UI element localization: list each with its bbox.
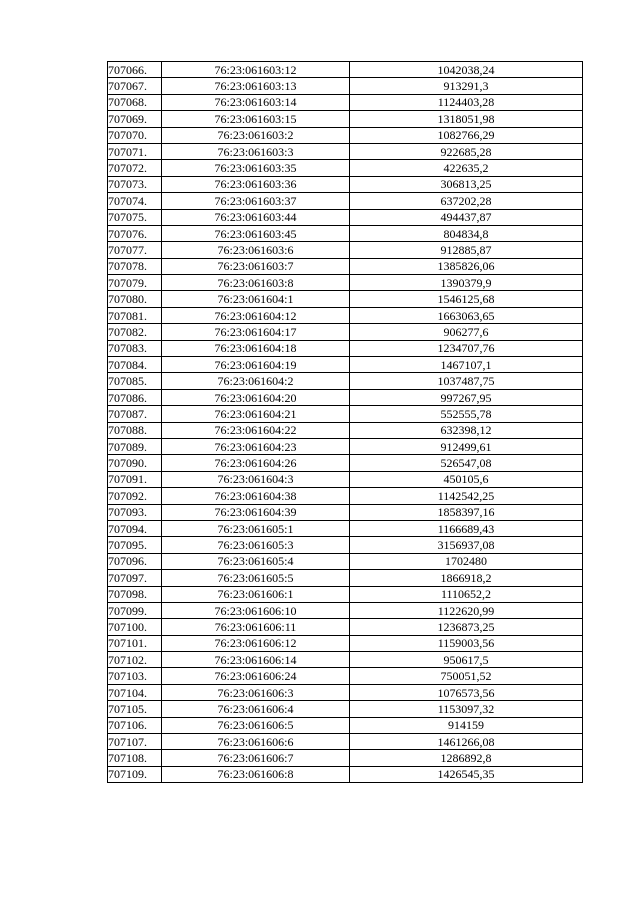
cadastral-value-cell: 1082766,29 xyxy=(350,127,583,143)
row-number-cell: 707086. xyxy=(108,389,162,405)
cadastral-value-cell: 912499,61 xyxy=(350,438,583,454)
table-row xyxy=(108,258,583,274)
table-row xyxy=(108,78,583,94)
table-row xyxy=(108,357,583,373)
cadastral-number-cell: 76:23:061604:17 xyxy=(162,324,350,340)
table-row xyxy=(108,668,583,684)
row-number-cell: 707081. xyxy=(108,307,162,323)
row-number-cell: 707088. xyxy=(108,422,162,438)
cadastral-value-cell: 1042038,24 xyxy=(350,62,583,78)
cadastral-number-cell: 76:23:061604:3 xyxy=(162,471,350,487)
row-number-cell: 707104. xyxy=(108,684,162,700)
row-number-cell: 707068. xyxy=(108,94,162,110)
row-number-cell: 707080. xyxy=(108,291,162,307)
cadastral-number-cell: 76:23:061606:1 xyxy=(162,586,350,602)
row-number-cell: 707071. xyxy=(108,143,162,159)
cadastral-number-cell: 76:23:061603:2 xyxy=(162,127,350,143)
table-row xyxy=(108,193,583,209)
cadastral-value-cell: 306813,25 xyxy=(350,176,583,192)
table-row xyxy=(108,455,583,471)
cadastral-value-cell: 1110652,2 xyxy=(350,586,583,602)
cadastral-value-cell: 1153097,32 xyxy=(350,701,583,717)
row-number-cell: 707066. xyxy=(108,62,162,78)
cadastral-number-cell: 76:23:061606:24 xyxy=(162,668,350,684)
cadastral-value-cell: 450105,6 xyxy=(350,471,583,487)
cadastral-value-cell: 750051,52 xyxy=(350,668,583,684)
cadastral-number-cell: 76:23:061604:21 xyxy=(162,406,350,422)
row-number-cell: 707075. xyxy=(108,209,162,225)
table-row xyxy=(108,471,583,487)
cadastral-value-cell: 922685,28 xyxy=(350,143,583,159)
row-number-cell: 707074. xyxy=(108,193,162,209)
cadastral-number-cell: 76:23:061603:15 xyxy=(162,111,350,127)
cadastral-number-cell: 76:23:061603:36 xyxy=(162,176,350,192)
row-number-cell: 707102. xyxy=(108,652,162,668)
cadastral-number-cell: 76:23:061603:37 xyxy=(162,193,350,209)
cadastral-value-cell: 1122620,99 xyxy=(350,602,583,618)
cadastral-number-cell: 76:23:061603:6 xyxy=(162,242,350,258)
row-number-cell: 707107. xyxy=(108,734,162,750)
row-number-cell: 707090. xyxy=(108,455,162,471)
cadastral-value-cell: 1037487,75 xyxy=(350,373,583,389)
cadastral-value-cell: 1546125,68 xyxy=(350,291,583,307)
cadastral-number-cell: 76:23:061604:39 xyxy=(162,504,350,520)
cadastral-value-cell: 1142542,25 xyxy=(350,488,583,504)
cadastral-number-cell: 76:23:061603:14 xyxy=(162,94,350,110)
cadastral-value-cell: 1318051,98 xyxy=(350,111,583,127)
cadastral-value-cell: 906277,6 xyxy=(350,324,583,340)
cadastral-value-cell: 1390379,9 xyxy=(350,275,583,291)
row-number-cell: 707106. xyxy=(108,717,162,733)
cadastral-number-cell: 76:23:061603:13 xyxy=(162,78,350,94)
cadastral-number-cell: 76:23:061606:5 xyxy=(162,717,350,733)
table-row xyxy=(108,717,583,733)
cadastral-value-cell: 1702480 xyxy=(350,553,583,569)
cadastral-number-cell: 76:23:061603:44 xyxy=(162,209,350,225)
cadastral-number-cell: 76:23:061603:3 xyxy=(162,143,350,159)
table-row xyxy=(108,438,583,454)
table-row xyxy=(108,307,583,323)
row-number-cell: 707100. xyxy=(108,619,162,635)
cadastral-number-cell: 76:23:061603:8 xyxy=(162,275,350,291)
table-row xyxy=(108,143,583,159)
cadastral-value-cell: 3156937,08 xyxy=(350,537,583,553)
cadastral-value-cell: 997267,95 xyxy=(350,389,583,405)
cadastral-value-cell: 1858397,16 xyxy=(350,504,583,520)
cadastral-value-cell: 422635,2 xyxy=(350,160,583,176)
row-number-cell: 707108. xyxy=(108,750,162,766)
cadastral-value-cell: 632398,12 xyxy=(350,422,583,438)
table-row xyxy=(108,602,583,618)
cadastral-value-cell: 1076573,56 xyxy=(350,684,583,700)
cadastral-value-cell: 1159003,56 xyxy=(350,635,583,651)
cadastral-number-cell: 76:23:061605:3 xyxy=(162,537,350,553)
cadastral-number-cell: 76:23:061606:4 xyxy=(162,701,350,717)
table-row xyxy=(108,520,583,536)
cadastral-number-cell: 76:23:061603:12 xyxy=(162,62,350,78)
cadastral-value-table xyxy=(107,61,583,783)
table-row xyxy=(108,160,583,176)
table-row xyxy=(108,652,583,668)
row-number-cell: 707091. xyxy=(108,471,162,487)
row-number-cell: 707085. xyxy=(108,373,162,389)
table-row xyxy=(108,225,583,241)
table-row xyxy=(108,553,583,569)
cadastral-value-cell: 1124403,28 xyxy=(350,94,583,110)
row-number-cell: 707077. xyxy=(108,242,162,258)
table-row xyxy=(108,291,583,307)
cadastral-number-cell: 76:23:061603:45 xyxy=(162,225,350,241)
row-number-cell: 707070. xyxy=(108,127,162,143)
cadastral-number-cell: 76:23:061604:19 xyxy=(162,357,350,373)
cadastral-value-cell: 913291,3 xyxy=(350,78,583,94)
row-number-cell: 707109. xyxy=(108,766,162,782)
table-row xyxy=(108,422,583,438)
cadastral-number-cell: 76:23:061605:1 xyxy=(162,520,350,536)
cadastral-number-cell: 76:23:061604:26 xyxy=(162,455,350,471)
table-row xyxy=(108,242,583,258)
cadastral-number-cell: 76:23:061606:10 xyxy=(162,602,350,618)
row-number-cell: 707082. xyxy=(108,324,162,340)
table-row xyxy=(108,750,583,766)
cadastral-number-cell: 76:23:061604:23 xyxy=(162,438,350,454)
cadastral-value-cell: 1663063,65 xyxy=(350,307,583,323)
table-row xyxy=(108,701,583,717)
row-number-cell: 707069. xyxy=(108,111,162,127)
cadastral-number-cell: 76:23:061606:7 xyxy=(162,750,350,766)
table-row xyxy=(108,406,583,422)
row-number-cell: 707103. xyxy=(108,668,162,684)
table-row xyxy=(108,586,583,602)
row-number-cell: 707098. xyxy=(108,586,162,602)
row-number-cell: 707073. xyxy=(108,176,162,192)
cadastral-number-cell: 76:23:061606:12 xyxy=(162,635,350,651)
table-row xyxy=(108,389,583,405)
table-row xyxy=(108,176,583,192)
table-row xyxy=(108,570,583,586)
cadastral-value-cell: 552555,78 xyxy=(350,406,583,422)
row-number-cell: 707094. xyxy=(108,520,162,536)
cadastral-value-cell: 950617,5 xyxy=(350,652,583,668)
cadastral-value-cell: 1166689,43 xyxy=(350,520,583,536)
cadastral-number-cell: 76:23:061606:3 xyxy=(162,684,350,700)
table-row xyxy=(108,766,583,782)
table-row xyxy=(108,734,583,750)
table-row xyxy=(108,488,583,504)
cadastral-number-cell: 76:23:061603:7 xyxy=(162,258,350,274)
row-number-cell: 707097. xyxy=(108,570,162,586)
cadastral-number-cell: 76:23:061606:8 xyxy=(162,766,350,782)
row-number-cell: 707087. xyxy=(108,406,162,422)
row-number-cell: 707083. xyxy=(108,340,162,356)
table-body xyxy=(108,62,583,783)
cadastral-value-cell: 1467107,1 xyxy=(350,357,583,373)
cadastral-number-cell: 76:23:061605:5 xyxy=(162,570,350,586)
table-row xyxy=(108,275,583,291)
table-row xyxy=(108,340,583,356)
table-row xyxy=(108,537,583,553)
row-number-cell: 707072. xyxy=(108,160,162,176)
cadastral-number-cell: 76:23:061606:6 xyxy=(162,734,350,750)
table-row xyxy=(108,111,583,127)
table-row xyxy=(108,373,583,389)
cadastral-value-cell: 804834,8 xyxy=(350,225,583,241)
row-number-cell: 707084. xyxy=(108,357,162,373)
cadastral-number-cell: 76:23:061605:4 xyxy=(162,553,350,569)
cadastral-value-cell: 1286892,8 xyxy=(350,750,583,766)
cadastral-value-cell: 494437,87 xyxy=(350,209,583,225)
row-number-cell: 707067. xyxy=(108,78,162,94)
cadastral-number-cell: 76:23:061606:11 xyxy=(162,619,350,635)
row-number-cell: 707076. xyxy=(108,225,162,241)
row-number-cell: 707089. xyxy=(108,438,162,454)
table-row xyxy=(108,324,583,340)
table-row xyxy=(108,684,583,700)
cadastral-value-cell: 912885,87 xyxy=(350,242,583,258)
cadastral-number-cell: 76:23:061604:2 xyxy=(162,373,350,389)
row-number-cell: 707092. xyxy=(108,488,162,504)
row-number-cell: 707093. xyxy=(108,504,162,520)
row-number-cell: 707105. xyxy=(108,701,162,717)
cadastral-value-cell: 637202,28 xyxy=(350,193,583,209)
cadastral-number-cell: 76:23:061606:14 xyxy=(162,652,350,668)
row-number-cell: 707079. xyxy=(108,275,162,291)
cadastral-value-cell: 1236873,25 xyxy=(350,619,583,635)
cadastral-number-cell: 76:23:061604:12 xyxy=(162,307,350,323)
cadastral-number-cell: 76:23:061604:20 xyxy=(162,389,350,405)
cadastral-value-cell: 1234707,76 xyxy=(350,340,583,356)
cadastral-number-cell: 76:23:061604:1 xyxy=(162,291,350,307)
table-row xyxy=(108,62,583,78)
cadastral-value-cell: 1461266,08 xyxy=(350,734,583,750)
cadastral-value-cell: 1426545,35 xyxy=(350,766,583,782)
row-number-cell: 707096. xyxy=(108,553,162,569)
row-number-cell: 707095. xyxy=(108,537,162,553)
cadastral-number-cell: 76:23:061604:38 xyxy=(162,488,350,504)
row-number-cell: 707099. xyxy=(108,602,162,618)
table-row xyxy=(108,94,583,110)
cadastral-value-cell: 526547,08 xyxy=(350,455,583,471)
table-row xyxy=(108,127,583,143)
table-row xyxy=(108,209,583,225)
table-row xyxy=(108,504,583,520)
cadastral-number-cell: 76:23:061604:18 xyxy=(162,340,350,356)
cadastral-number-cell: 76:23:061604:22 xyxy=(162,422,350,438)
table-row xyxy=(108,635,583,651)
cadastral-value-cell: 914159 xyxy=(350,717,583,733)
row-number-cell: 707078. xyxy=(108,258,162,274)
cadastral-value-cell: 1385826,06 xyxy=(350,258,583,274)
row-number-cell: 707101. xyxy=(108,635,162,651)
cadastral-value-cell: 1866918,2 xyxy=(350,570,583,586)
cadastral-number-cell: 76:23:061603:35 xyxy=(162,160,350,176)
table-row xyxy=(108,619,583,635)
